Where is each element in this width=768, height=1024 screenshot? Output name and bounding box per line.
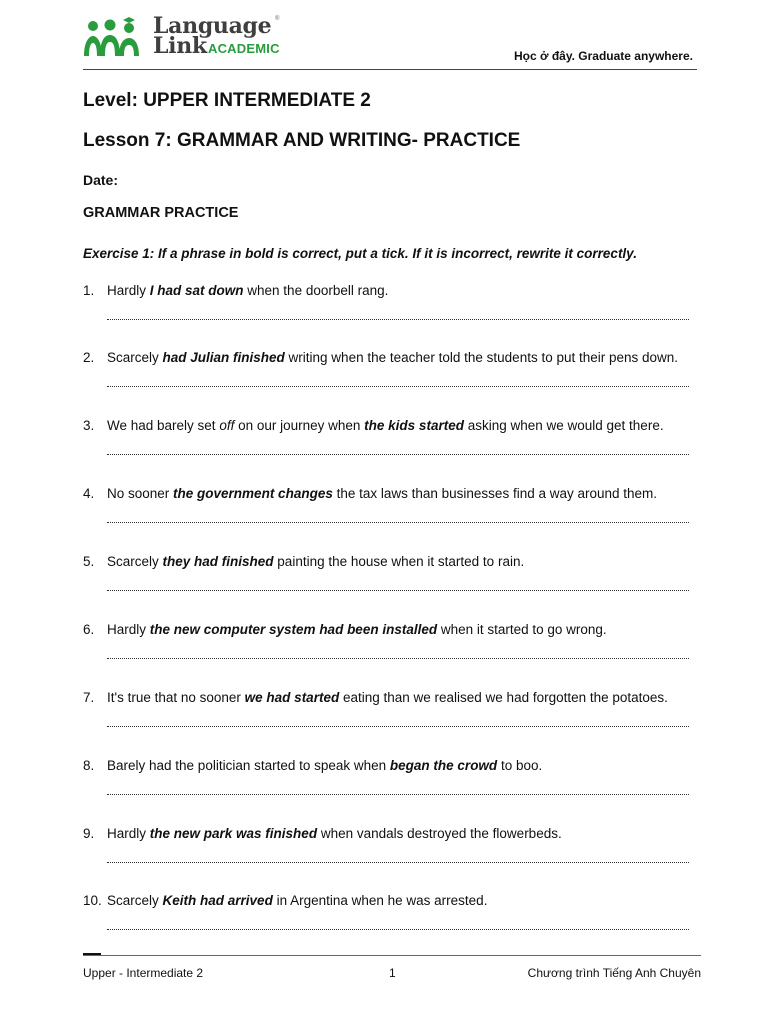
registered-mark: ® (275, 16, 280, 22)
answer-line[interactable] (107, 384, 689, 387)
answer-line[interactable] (107, 520, 689, 523)
question-text (107, 826, 562, 841)
question-text-part: Scarcely (107, 893, 163, 908)
answer-line[interactable] (107, 588, 689, 591)
question-bold-phrase: had Julian finished (162, 350, 285, 365)
question-text (107, 418, 664, 433)
question-bold-phrase: began the crowd (389, 758, 498, 773)
question-text (107, 622, 607, 637)
question-text (107, 554, 524, 569)
question-text-part: eating than we realised we had forgotten the potatoes. (339, 690, 668, 705)
question-text (107, 690, 668, 705)
question-text (107, 893, 487, 908)
question-bold-phrase: we had started (244, 690, 340, 705)
question-bold-phrase: the kids started (364, 418, 464, 433)
question-number: 2. (83, 350, 95, 365)
question-bold-phrase: the new computer system had been installed (149, 622, 438, 637)
question-text-part: asking when we would get there. (463, 418, 664, 433)
question-text-part: It's true that no sooner (107, 690, 245, 705)
exercise-instruction: Exercise 1: If a phrase in bold is correct, put a tick. If it is incorrect, rewrite it correctly. (83, 246, 637, 261)
footer-course: Upper - Intermediate 2 (83, 966, 204, 980)
question-text-part: when vandals destroyed the flowerbeds. (317, 826, 562, 841)
logo-text-link: Link (153, 33, 207, 59)
question-number: 4. (83, 486, 95, 501)
question-bold-phrase: the new park was finished (149, 826, 318, 841)
question-text-part: in Argentina when he was arrested. (272, 893, 488, 908)
answer-line[interactable] (107, 792, 689, 795)
date-label: Date: (83, 172, 119, 188)
header-tagline: Học ở đây. Graduate anywhere. (513, 49, 693, 63)
question-text-part: Hardly (107, 622, 150, 637)
answer-line[interactable] (107, 927, 689, 930)
question-bold-phrase: Keith had arrived (162, 893, 273, 908)
question-text-part: writing when the teacher told the students to put their pens down. (284, 350, 679, 365)
question-number: 5. (83, 554, 95, 569)
footer-page-number: 1 (389, 966, 396, 980)
question-text-part: No sooner (107, 486, 174, 501)
question-text-part: We had barely set (107, 418, 220, 433)
language-link-logo (83, 14, 293, 60)
answer-line[interactable] (107, 860, 689, 863)
section-heading: GRAMMAR PRACTICE (83, 205, 239, 221)
question-text (107, 486, 657, 501)
level-heading: Level: UPPER INTERMEDIATE 2 (83, 90, 371, 111)
question-bold-phrase: the government changes (173, 486, 333, 501)
question-text (107, 283, 388, 298)
footer-program: Chương trình Tiếng Anh Chuyên (527, 966, 701, 980)
question-number: 10. (83, 893, 102, 908)
question-text-part: when the doorbell rang. (243, 283, 389, 298)
people-logo-icon (83, 16, 153, 58)
question-italic-word: off (219, 418, 235, 433)
question-text-part: Scarcely (107, 554, 163, 569)
lesson-heading: Lesson 7: GRAMMAR AND WRITING- PRACTICE (83, 130, 521, 151)
question-text (107, 350, 678, 365)
logo-text-academic: ACADEMIC (208, 41, 280, 56)
question-text-part: Barely had the politician started to speak when (107, 758, 390, 773)
question-text (107, 758, 542, 773)
header-divider (83, 69, 697, 70)
question-number: 6. (83, 622, 95, 637)
question-number: 3. (83, 418, 95, 433)
question-text-part: Scarcely (107, 350, 163, 365)
answer-line[interactable] (107, 724, 689, 727)
question-bold-phrase: I had sat down (149, 283, 244, 298)
logo-text-language: Language (153, 13, 272, 39)
question-number: 9. (83, 826, 95, 841)
footer-divider (83, 955, 701, 956)
question-text-part: Hardly (107, 283, 150, 298)
answer-line[interactable] (107, 452, 689, 455)
question-text-part: the tax laws than businesses find a way around them. (332, 486, 658, 501)
question-text-part: painting the house when it started to rain. (273, 554, 525, 569)
question-text-part: when it started to go wrong. (437, 622, 607, 637)
question-number: 1. (83, 283, 95, 298)
question-text-part: Hardly (107, 826, 150, 841)
answer-line[interactable] (107, 656, 689, 659)
question-number: 8. (83, 758, 95, 773)
question-text-part: on our journey when (234, 418, 365, 433)
question-text-part: to boo. (497, 758, 543, 773)
answer-line[interactable] (107, 317, 689, 320)
question-number: 7. (83, 690, 95, 705)
question-bold-phrase: they had finished (162, 554, 274, 569)
